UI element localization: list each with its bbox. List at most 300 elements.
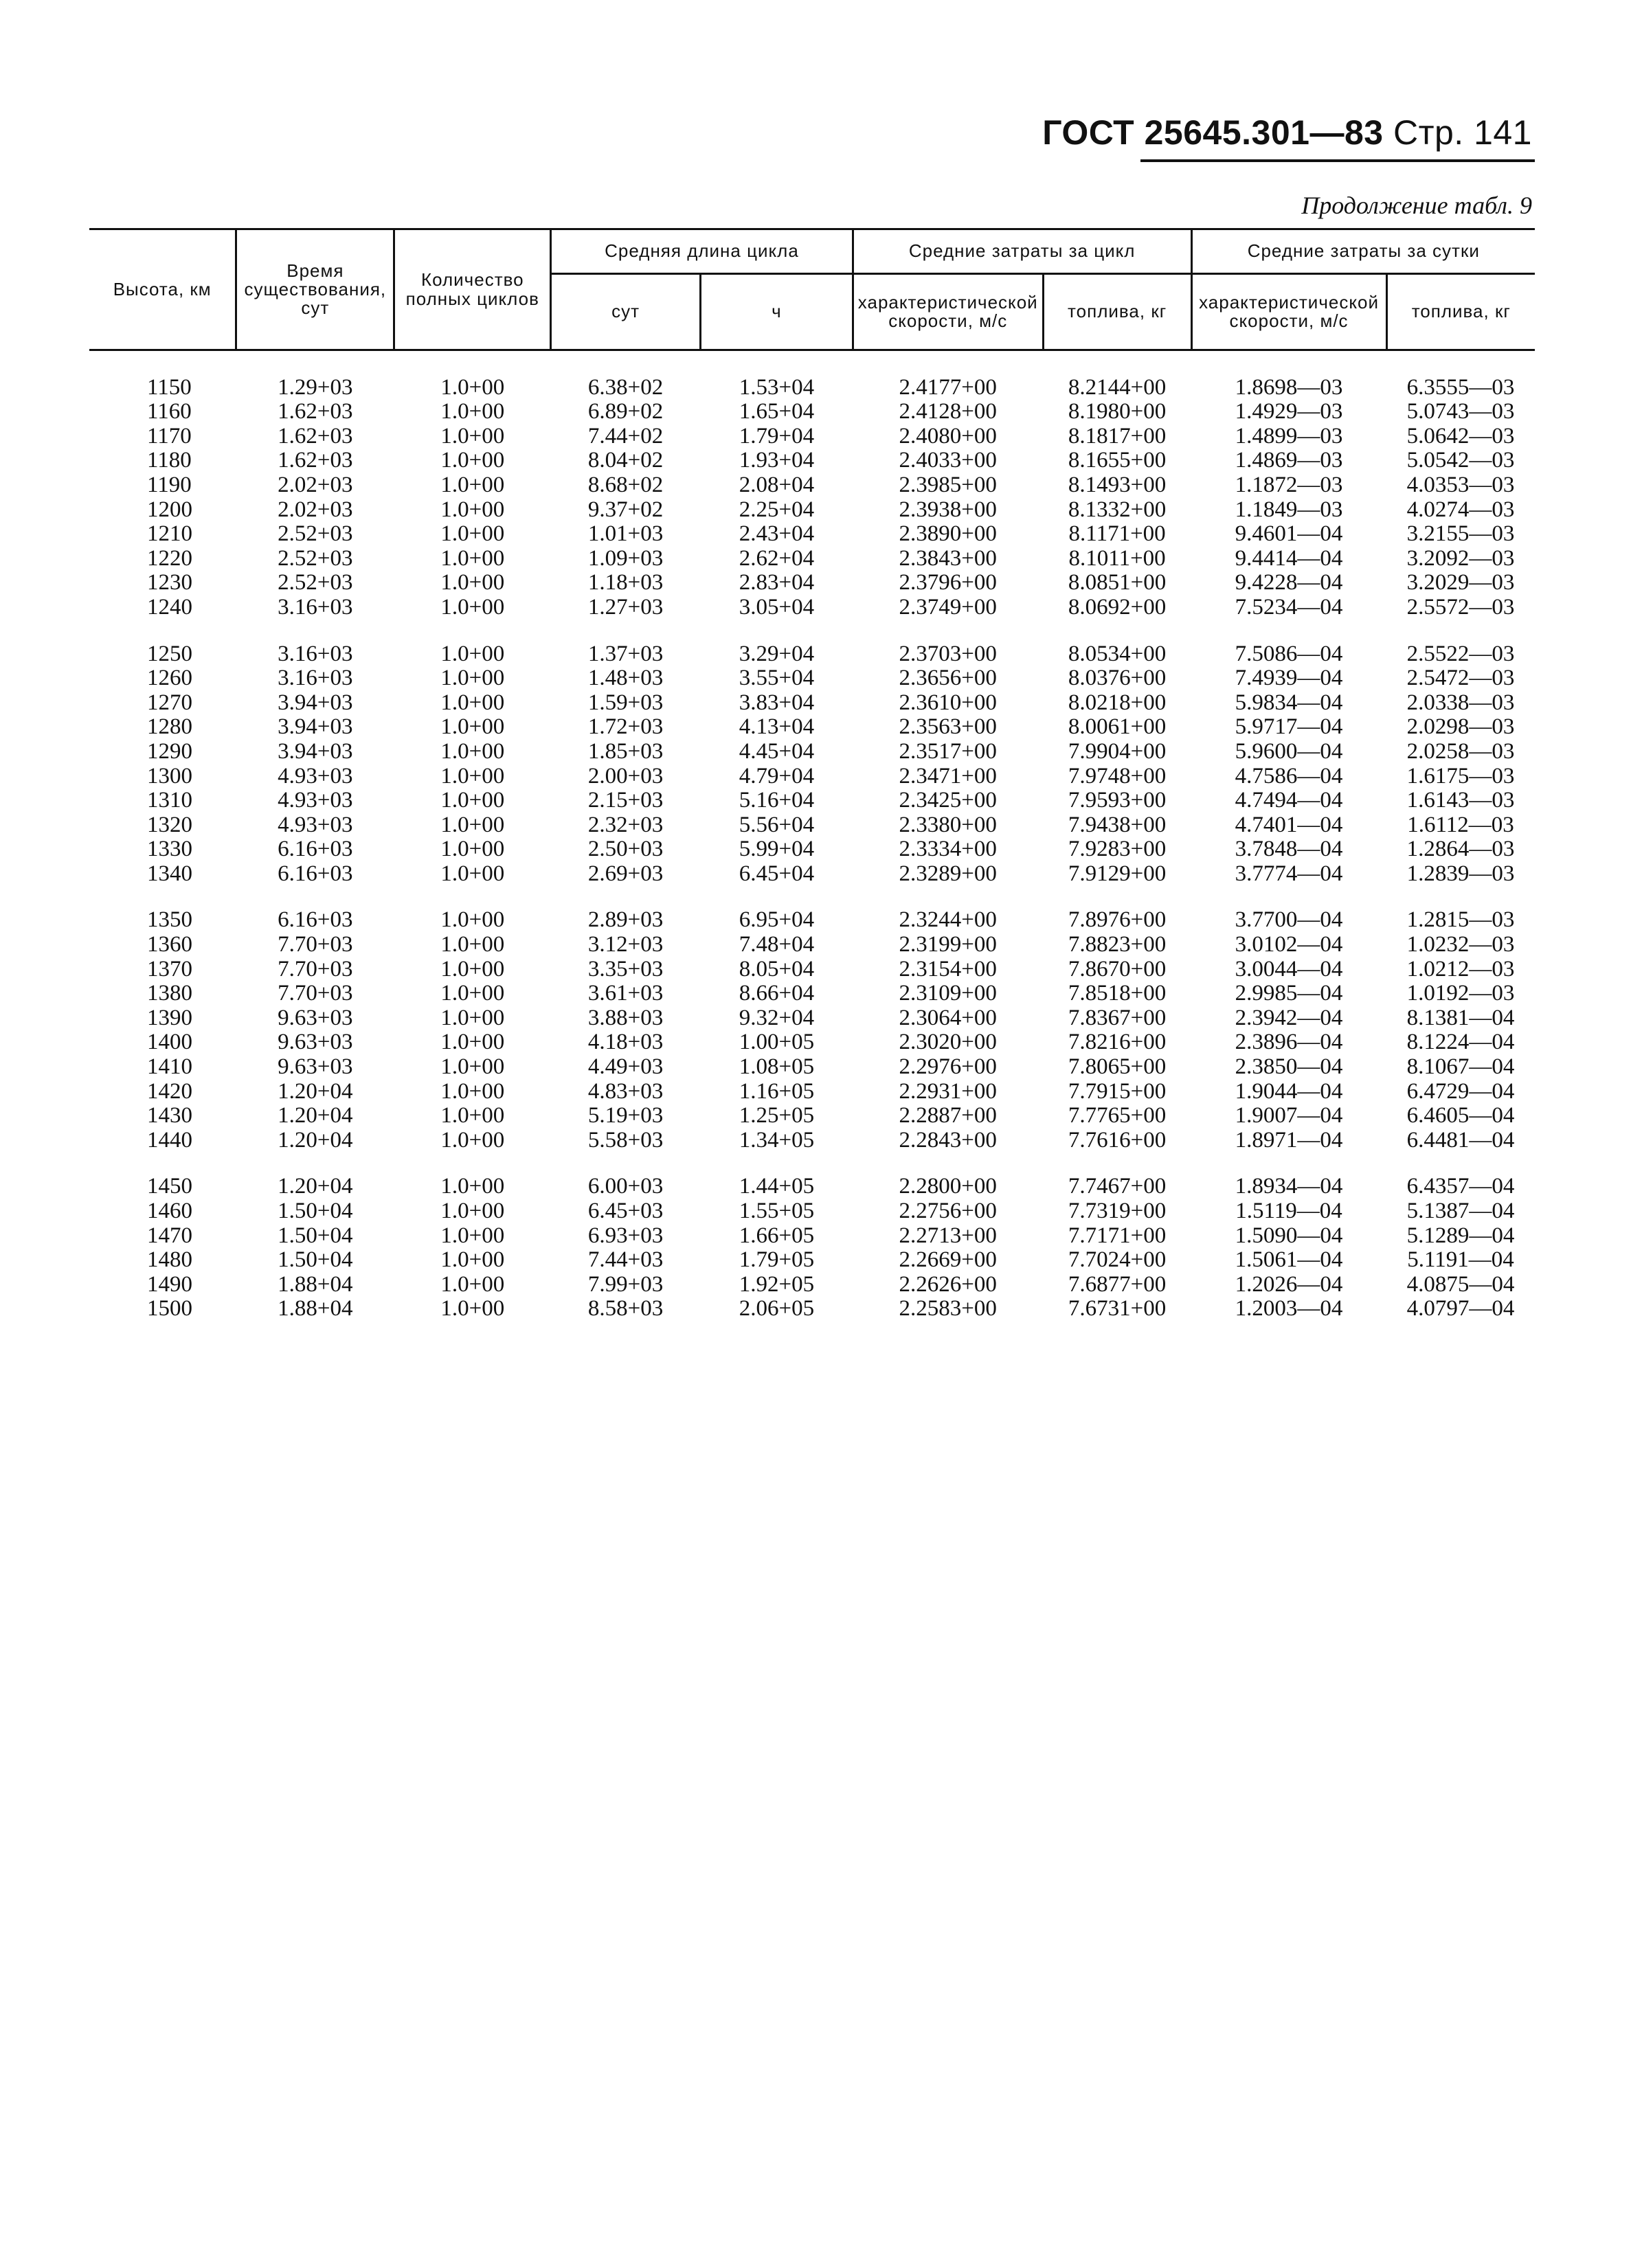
cell-cycle-hours: 3.05+04 xyxy=(739,594,815,620)
cell-cycle-hours: 1.93+04 xyxy=(739,448,815,473)
cell-cycles: 1.0+00 xyxy=(440,472,505,497)
cell-day-fuel: 3.2092—03 xyxy=(1406,545,1515,571)
cell-cycle-hours: 1.25+05 xyxy=(739,1103,815,1129)
cell-cycle-fuel: 7.8518+00 xyxy=(1068,981,1167,1006)
cell-cycle-char-velocity: 2.3471+00 xyxy=(899,763,997,789)
cell-cycle-fuel: 8.1011+00 xyxy=(1068,545,1166,571)
cell-day-char-velocity: 4.7401—04 xyxy=(1235,812,1343,837)
table-row xyxy=(89,1030,1535,1055)
cell-cycle-days: 1.85+03 xyxy=(587,738,664,764)
cell-altitude: 1380 xyxy=(147,981,192,1006)
cell-day-char-velocity: 2.3942—04 xyxy=(1235,1005,1343,1030)
cell-cycle-fuel: 7.7915+00 xyxy=(1068,1078,1167,1104)
cell-altitude: 1180 xyxy=(147,448,192,473)
cell-lifetime: 1.88+04 xyxy=(278,1271,353,1297)
cell-cycle-hours: 5.16+04 xyxy=(739,788,815,813)
cell-day-fuel: 6.3555—03 xyxy=(1406,374,1515,400)
cell-day-char-velocity: 3.7774—04 xyxy=(1235,861,1343,886)
cell-day-char-velocity: 9.4414—04 xyxy=(1235,545,1343,571)
cell-cycle-char-velocity: 2.3334+00 xyxy=(899,837,997,862)
table-row xyxy=(89,1199,1535,1224)
cell-cycle-hours: 3.29+04 xyxy=(739,641,815,666)
data-table xyxy=(89,228,1535,1322)
cell-cycle-hours: 2.83+04 xyxy=(739,570,815,596)
cell-cycle-hours: 1.55+05 xyxy=(739,1199,815,1223)
cell-cycle-hours: 1.16+05 xyxy=(739,1078,815,1104)
table-row xyxy=(89,908,1535,933)
cell-lifetime: 2.52+03 xyxy=(278,570,353,596)
cell-day-fuel: 8.1381—04 xyxy=(1406,1005,1515,1030)
table-row xyxy=(89,813,1535,838)
col-cycle-fuel: топлива, кг xyxy=(1043,274,1191,350)
cell-cycle-days: 7.44+03 xyxy=(587,1247,664,1273)
cell-cycle-days: 2.15+03 xyxy=(587,788,664,813)
cell-cycle-hours: 1.53+04 xyxy=(739,374,815,400)
cell-lifetime: 2.52+03 xyxy=(278,545,353,571)
cell-cycle-char-velocity: 2.3064+00 xyxy=(899,1005,997,1030)
cell-cycle-char-velocity: 2.2583+00 xyxy=(899,1296,997,1322)
cell-day-char-velocity: 3.0102—04 xyxy=(1235,932,1343,957)
cell-cycle-char-velocity: 2.4177+00 xyxy=(899,374,997,400)
cell-cycle-char-velocity: 2.3517+00 xyxy=(899,738,997,764)
cell-day-fuel: 2.0338—03 xyxy=(1406,690,1515,715)
cell-day-fuel: 5.0642—03 xyxy=(1406,423,1515,449)
cell-day-fuel: 5.1289—04 xyxy=(1406,1223,1515,1248)
cell-day-fuel: 6.4729—04 xyxy=(1406,1078,1515,1104)
cell-day-fuel: 1.6112—03 xyxy=(1407,812,1514,837)
cell-cycle-char-velocity: 2.2669+00 xyxy=(899,1247,997,1273)
cell-cycle-hours: 2.08+04 xyxy=(739,472,815,497)
cell-cycle-fuel: 8.0692+00 xyxy=(1068,594,1167,620)
cell-altitude: 1150 xyxy=(147,374,192,400)
cell-altitude: 1460 xyxy=(147,1199,192,1223)
cell-cycles: 1.0+00 xyxy=(440,1054,505,1080)
cell-day-char-velocity: 4.7494—04 xyxy=(1235,788,1343,813)
cell-cycles: 1.0+00 xyxy=(440,763,505,789)
table-header xyxy=(89,229,1535,350)
cell-cycle-days: 6.93+03 xyxy=(587,1223,664,1248)
cell-cycle-hours: 6.95+04 xyxy=(739,907,815,933)
cell-day-char-velocity: 4.7586—04 xyxy=(1235,763,1343,789)
cell-altitude: 1290 xyxy=(147,738,192,764)
cell-altitude: 1420 xyxy=(147,1078,192,1104)
cell-altitude: 1190 xyxy=(147,472,192,497)
cell-cycle-fuel: 7.7024+00 xyxy=(1068,1247,1167,1273)
cell-cycle-fuel: 8.2144+00 xyxy=(1068,374,1167,400)
cell-altitude: 1160 xyxy=(147,399,192,424)
cell-lifetime: 3.94+03 xyxy=(278,738,353,764)
cell-day-char-velocity: 1.4869—03 xyxy=(1235,448,1343,473)
col-cycle-hours: ч xyxy=(701,274,853,350)
cell-cycles: 1.0+00 xyxy=(440,448,505,473)
cell-cycle-days: 1.09+03 xyxy=(587,545,664,571)
cell-cycle-days: 8.04+02 xyxy=(587,448,664,473)
cell-day-fuel: 2.0258—03 xyxy=(1406,738,1515,764)
cell-cycles: 1.0+00 xyxy=(440,521,505,547)
cell-day-char-velocity: 1.8934—04 xyxy=(1235,1174,1343,1199)
cell-cycle-days: 1.01+03 xyxy=(587,521,664,547)
cell-day-char-velocity: 1.5090—04 xyxy=(1235,1223,1343,1248)
cell-cycle-fuel: 8.1655+00 xyxy=(1068,448,1167,473)
cell-cycles: 1.0+00 xyxy=(440,812,505,837)
cell-cycles: 1.0+00 xyxy=(440,1223,505,1248)
cell-cycles: 1.0+00 xyxy=(440,714,505,740)
cell-lifetime: 1.62+03 xyxy=(278,448,353,473)
cell-cycle-days: 7.44+02 xyxy=(587,423,664,449)
cell-altitude: 1440 xyxy=(147,1127,192,1153)
cell-day-fuel: 8.1224—04 xyxy=(1406,1030,1515,1055)
cell-lifetime: 7.70+03 xyxy=(278,956,353,982)
cell-day-char-velocity: 9.4601—04 xyxy=(1235,521,1343,547)
cell-cycle-days: 8.68+02 xyxy=(587,472,664,497)
cell-cycles: 1.0+00 xyxy=(440,788,505,813)
cell-cycle-char-velocity: 2.2756+00 xyxy=(899,1199,997,1223)
cell-cycle-fuel: 8.0376+00 xyxy=(1068,666,1167,691)
cell-cycle-fuel: 8.1493+00 xyxy=(1068,472,1167,497)
cell-cycles: 1.0+00 xyxy=(440,497,505,522)
cell-lifetime: 1.20+04 xyxy=(278,1103,353,1129)
cell-altitude: 1430 xyxy=(147,1103,192,1129)
cell-day-char-velocity: 1.8971—04 xyxy=(1235,1127,1343,1153)
cell-day-fuel: 1.0212—03 xyxy=(1406,956,1515,982)
cell-cycle-days: 1.59+03 xyxy=(587,690,664,715)
cell-lifetime: 9.63+03 xyxy=(278,1005,353,1030)
cell-cycle-char-velocity: 2.4033+00 xyxy=(899,448,997,473)
group-separator xyxy=(89,620,1535,642)
cell-cycle-fuel: 7.8976+00 xyxy=(1068,907,1167,933)
cell-day-char-velocity: 9.4228—04 xyxy=(1235,570,1343,596)
cell-altitude: 1330 xyxy=(147,837,192,862)
cell-day-char-velocity: 1.4929—03 xyxy=(1235,399,1343,424)
cell-day-fuel: 3.2155—03 xyxy=(1406,521,1515,547)
cell-cycle-char-velocity: 2.3843+00 xyxy=(899,545,997,571)
cell-cycle-fuel: 7.8823+00 xyxy=(1068,932,1167,957)
cell-day-fuel: 5.0542—03 xyxy=(1406,448,1515,473)
cell-cycle-days: 4.18+03 xyxy=(587,1030,664,1055)
cell-altitude: 1260 xyxy=(147,666,192,691)
cell-day-char-velocity: 1.1872—03 xyxy=(1235,472,1343,497)
cell-day-fuel: 1.0232—03 xyxy=(1406,932,1515,957)
cell-cycle-hours: 9.32+04 xyxy=(739,1005,815,1030)
col-per-day: Средние затраты за сутки xyxy=(1191,229,1535,274)
cell-cycle-hours: 1.65+04 xyxy=(739,399,815,424)
col-cycle-days: сут xyxy=(551,274,701,350)
cell-lifetime: 1.29+03 xyxy=(278,374,353,400)
table-body xyxy=(89,350,1535,1322)
table-continuation-label: Продолжение табл. 9 xyxy=(1301,192,1532,219)
cell-lifetime: 1.50+04 xyxy=(278,1199,353,1223)
page-header xyxy=(1042,113,1532,152)
cell-cycle-days: 6.00+03 xyxy=(587,1174,664,1199)
cell-day-char-velocity: 2.9985—04 xyxy=(1235,981,1343,1006)
cell-cycle-hours: 4.79+04 xyxy=(739,763,815,789)
cell-cycles: 1.0+00 xyxy=(440,545,505,571)
cell-day-char-velocity: 7.4939—04 xyxy=(1235,666,1343,691)
cell-cycles: 1.0+00 xyxy=(440,1005,505,1030)
cell-cycle-fuel: 8.0061+00 xyxy=(1068,714,1167,740)
cell-day-fuel: 4.0353—03 xyxy=(1406,472,1515,497)
cell-cycle-fuel: 7.7319+00 xyxy=(1068,1199,1167,1223)
cell-day-fuel: 6.4357—04 xyxy=(1406,1174,1515,1199)
cell-cycle-hours: 2.06+05 xyxy=(739,1296,815,1322)
cell-lifetime: 1.62+03 xyxy=(278,399,353,424)
cell-cycle-fuel: 8.0851+00 xyxy=(1068,570,1167,596)
cell-day-char-velocity: 3.0044—04 xyxy=(1235,956,1343,982)
table-row xyxy=(89,933,1535,957)
cell-cycles: 1.0+00 xyxy=(440,907,505,933)
cell-cycle-char-velocity: 2.2626+00 xyxy=(899,1271,997,1297)
cell-cycle-char-velocity: 2.3938+00 xyxy=(899,497,997,522)
cell-cycle-char-velocity: 2.4080+00 xyxy=(899,423,997,449)
cell-cycle-fuel: 8.0218+00 xyxy=(1068,690,1167,715)
table-row xyxy=(89,424,1535,449)
cell-cycle-days: 5.58+03 xyxy=(587,1127,664,1153)
cell-cycles: 1.0+00 xyxy=(440,374,505,400)
cell-cycle-days: 9.37+02 xyxy=(587,497,664,522)
cell-altitude: 1200 xyxy=(147,497,192,522)
cell-lifetime: 3.94+03 xyxy=(278,690,353,715)
cell-cycles: 1.0+00 xyxy=(440,981,505,1006)
col-cycle-char-velocity: характеристической скорости, м/с xyxy=(853,274,1043,350)
cell-lifetime: 4.93+03 xyxy=(278,763,353,789)
table-row xyxy=(89,957,1535,982)
cell-cycles: 1.0+00 xyxy=(440,1127,505,1153)
cell-day-fuel: 5.0743—03 xyxy=(1406,399,1515,424)
table-row xyxy=(89,1006,1535,1031)
cell-cycle-fuel: 7.6877+00 xyxy=(1068,1271,1167,1297)
cell-lifetime: 4.93+03 xyxy=(278,788,353,813)
cell-lifetime: 7.70+03 xyxy=(278,981,353,1006)
cell-altitude: 1480 xyxy=(147,1247,192,1273)
cell-cycle-hours: 6.45+04 xyxy=(739,861,815,886)
cell-cycle-fuel: 8.1980+00 xyxy=(1068,399,1167,424)
table-spacer xyxy=(89,350,1535,376)
cell-cycle-char-velocity: 2.2887+00 xyxy=(899,1103,997,1129)
table-row xyxy=(89,1129,1535,1153)
cell-lifetime: 3.16+03 xyxy=(278,641,353,666)
cell-altitude: 1300 xyxy=(147,763,192,789)
cell-altitude: 1210 xyxy=(147,521,192,547)
cell-cycle-days: 2.32+03 xyxy=(587,812,664,837)
cell-cycle-days: 2.50+03 xyxy=(587,837,664,862)
cell-cycles: 1.0+00 xyxy=(440,594,505,620)
cell-altitude: 1220 xyxy=(147,545,192,571)
cell-altitude: 1370 xyxy=(147,956,192,982)
cell-altitude: 1470 xyxy=(147,1223,192,1248)
cell-day-fuel: 2.0298—03 xyxy=(1406,714,1515,740)
cell-day-char-velocity: 5.9834—04 xyxy=(1235,690,1343,715)
cell-altitude: 1450 xyxy=(147,1174,192,1199)
cell-day-char-velocity: 5.9600—04 xyxy=(1235,738,1343,764)
table-row xyxy=(89,1175,1535,1199)
cell-cycle-fuel: 7.7616+00 xyxy=(1068,1127,1167,1153)
cell-cycle-fuel: 7.8367+00 xyxy=(1068,1005,1167,1030)
cell-altitude: 1270 xyxy=(147,690,192,715)
table-row xyxy=(89,715,1535,740)
cell-cycle-hours: 8.66+04 xyxy=(739,981,815,1006)
cell-cycle-days: 4.49+03 xyxy=(587,1054,664,1080)
cell-cycle-fuel: 7.9438+00 xyxy=(1068,812,1167,837)
cell-day-char-velocity: 1.9044—04 xyxy=(1235,1078,1343,1104)
table-row xyxy=(89,498,1535,523)
cell-cycles: 1.0+00 xyxy=(440,1103,505,1129)
cell-day-fuel: 1.6143—03 xyxy=(1406,788,1515,813)
cell-cycle-hours: 8.05+04 xyxy=(739,956,815,982)
cell-cycles: 1.0+00 xyxy=(440,1247,505,1273)
cell-cycle-hours: 1.00+05 xyxy=(739,1030,815,1055)
cell-cycle-fuel: 7.6731+00 xyxy=(1068,1296,1167,1322)
table-row xyxy=(89,642,1535,667)
cell-cycle-char-velocity: 2.2931+00 xyxy=(899,1078,997,1104)
cell-cycle-days: 1.37+03 xyxy=(587,641,664,666)
cell-cycle-char-velocity: 2.4128+00 xyxy=(899,399,997,424)
cell-cycle-hours: 1.92+05 xyxy=(739,1271,815,1297)
table-row xyxy=(89,1248,1535,1273)
cell-cycles: 1.0+00 xyxy=(440,1271,505,1297)
cell-cycle-char-velocity: 2.3563+00 xyxy=(899,714,997,740)
cell-lifetime: 2.52+03 xyxy=(278,521,353,547)
cell-day-char-velocity: 3.7848—04 xyxy=(1235,837,1343,862)
cell-cycles: 1.0+00 xyxy=(440,570,505,596)
cell-cycles: 1.0+00 xyxy=(440,690,505,715)
cell-day-fuel: 4.0797—04 xyxy=(1406,1296,1515,1322)
cell-cycle-char-velocity: 2.2800+00 xyxy=(899,1174,997,1199)
cell-day-fuel: 2.5522—03 xyxy=(1406,641,1515,666)
group-separator xyxy=(89,886,1535,908)
cell-lifetime: 1.20+04 xyxy=(278,1174,353,1199)
col-per-cycle: Средние затраты за цикл xyxy=(853,229,1191,274)
cell-cycle-days: 6.89+02 xyxy=(587,399,664,424)
cell-cycles: 1.0+00 xyxy=(440,956,505,982)
cell-cycle-char-velocity: 2.3020+00 xyxy=(899,1030,997,1055)
table-row xyxy=(89,1055,1535,1080)
cell-altitude: 1280 xyxy=(147,714,192,740)
cell-cycle-hours: 1.79+05 xyxy=(739,1247,815,1273)
cell-lifetime: 1.62+03 xyxy=(278,423,353,449)
cell-altitude: 1490 xyxy=(147,1271,192,1297)
col-day-char-velocity: характеристической скорости, м/с xyxy=(1191,274,1386,350)
cell-lifetime: 1.50+04 xyxy=(278,1247,353,1273)
cell-day-fuel: 5.1387—04 xyxy=(1406,1199,1515,1223)
table-row xyxy=(89,764,1535,789)
cell-day-char-velocity: 1.8698—03 xyxy=(1235,374,1343,400)
cell-day-char-velocity: 1.4899—03 xyxy=(1235,423,1343,449)
cell-cycle-hours: 2.25+04 xyxy=(739,497,815,522)
table-row xyxy=(89,1273,1535,1297)
cell-lifetime: 3.16+03 xyxy=(278,666,353,691)
cell-cycle-hours: 3.83+04 xyxy=(739,690,815,715)
table-row xyxy=(89,837,1535,862)
cell-cycle-hours: 5.56+04 xyxy=(739,812,815,837)
cell-altitude: 1350 xyxy=(147,907,192,933)
cell-cycle-hours: 1.44+05 xyxy=(739,1174,815,1199)
cell-cycle-fuel: 7.7467+00 xyxy=(1068,1174,1167,1199)
cell-cycle-char-velocity: 2.3985+00 xyxy=(899,472,997,497)
page-number: Стр. 141 xyxy=(1393,113,1532,152)
cell-cycle-days: 3.88+03 xyxy=(587,1005,664,1030)
cell-day-char-velocity: 1.1849—03 xyxy=(1235,497,1343,522)
table-row xyxy=(89,666,1535,691)
cell-altitude: 1320 xyxy=(147,812,192,837)
cell-cycle-char-velocity: 2.3890+00 xyxy=(899,521,997,547)
table-row xyxy=(89,740,1535,764)
cell-day-char-velocity: 1.5061—04 xyxy=(1235,1247,1343,1273)
cell-lifetime: 2.02+03 xyxy=(278,497,353,522)
table-row xyxy=(89,1080,1535,1104)
cell-cycle-hours: 3.55+04 xyxy=(739,666,815,691)
cell-cycle-hours: 7.48+04 xyxy=(739,932,815,957)
cell-cycle-days: 3.35+03 xyxy=(587,956,664,982)
cell-cycles: 1.0+00 xyxy=(440,641,505,666)
cell-cycle-hours: 5.99+04 xyxy=(739,837,815,862)
col-cycles: Количество полных циклов xyxy=(394,229,551,350)
cell-day-char-velocity: 1.5119—04 xyxy=(1235,1199,1342,1223)
cell-cycles: 1.0+00 xyxy=(440,1030,505,1055)
cell-cycle-char-velocity: 2.2713+00 xyxy=(899,1223,997,1248)
cell-cycle-fuel: 8.0534+00 xyxy=(1068,641,1167,666)
cell-lifetime: 1.50+04 xyxy=(278,1223,353,1248)
cell-lifetime: 7.70+03 xyxy=(278,932,353,957)
cell-cycle-char-velocity: 2.2843+00 xyxy=(899,1127,997,1153)
cell-cycle-days: 1.18+03 xyxy=(587,570,664,596)
cell-cycle-hours: 1.34+05 xyxy=(739,1127,815,1153)
cell-cycle-fuel: 7.7765+00 xyxy=(1068,1103,1167,1129)
cell-cycle-char-velocity: 2.3199+00 xyxy=(899,932,997,957)
cell-cycle-char-velocity: 2.3244+00 xyxy=(899,907,997,933)
cell-cycle-fuel: 8.1817+00 xyxy=(1068,423,1167,449)
cell-cycle-days: 3.12+03 xyxy=(587,932,664,957)
cell-cycles: 1.0+00 xyxy=(440,1174,505,1199)
cell-cycle-fuel: 7.7171+00 xyxy=(1068,1223,1167,1248)
cell-altitude: 1500 xyxy=(147,1296,192,1322)
cell-day-fuel: 1.6175—03 xyxy=(1406,763,1515,789)
cell-lifetime: 2.02+03 xyxy=(278,472,353,497)
cell-cycle-hours: 4.13+04 xyxy=(739,714,815,740)
group-separator xyxy=(89,1153,1535,1175)
table-row xyxy=(89,522,1535,547)
cell-cycle-fuel: 7.8216+00 xyxy=(1068,1030,1167,1055)
cell-cycle-fuel: 8.1171+00 xyxy=(1068,521,1166,547)
cell-day-char-velocity: 7.5086—04 xyxy=(1235,641,1343,666)
cell-cycles: 1.0+00 xyxy=(440,837,505,862)
cell-lifetime: 6.16+03 xyxy=(278,837,353,862)
cell-cycle-char-velocity: 2.3656+00 xyxy=(899,666,997,691)
cell-day-char-velocity: 1.2003—04 xyxy=(1235,1296,1343,1322)
cell-day-char-velocity: 5.9717—04 xyxy=(1235,714,1343,740)
cell-day-fuel: 1.2815—03 xyxy=(1406,907,1515,933)
cell-day-char-velocity: 1.2026—04 xyxy=(1235,1271,1343,1297)
cell-day-fuel: 1.2839—03 xyxy=(1406,861,1515,886)
cell-cycle-hours: 4.45+04 xyxy=(739,738,815,764)
cell-cycles: 1.0+00 xyxy=(440,1296,505,1322)
cell-lifetime: 1.20+04 xyxy=(278,1078,353,1104)
cell-cycles: 1.0+00 xyxy=(440,399,505,424)
cell-day-fuel: 6.4481—04 xyxy=(1406,1127,1515,1153)
cell-cycle-fuel: 7.9593+00 xyxy=(1068,788,1167,813)
cell-cycle-char-velocity: 2.3289+00 xyxy=(899,861,997,886)
cell-cycle-days: 6.45+03 xyxy=(587,1199,664,1223)
cell-lifetime: 6.16+03 xyxy=(278,861,353,886)
cell-lifetime: 3.94+03 xyxy=(278,714,353,740)
col-day-fuel: топлива, кг xyxy=(1386,274,1535,350)
cell-cycle-days: 2.69+03 xyxy=(587,861,664,886)
col-lifetime: Время существования, сут xyxy=(236,229,394,350)
cell-cycle-char-velocity: 2.3703+00 xyxy=(899,641,997,666)
cell-cycle-char-velocity: 2.3610+00 xyxy=(899,690,997,715)
cell-cycle-char-velocity: 2.3109+00 xyxy=(899,981,997,1006)
cell-cycle-char-velocity: 2.3749+00 xyxy=(899,594,997,620)
table-row xyxy=(89,376,1535,400)
